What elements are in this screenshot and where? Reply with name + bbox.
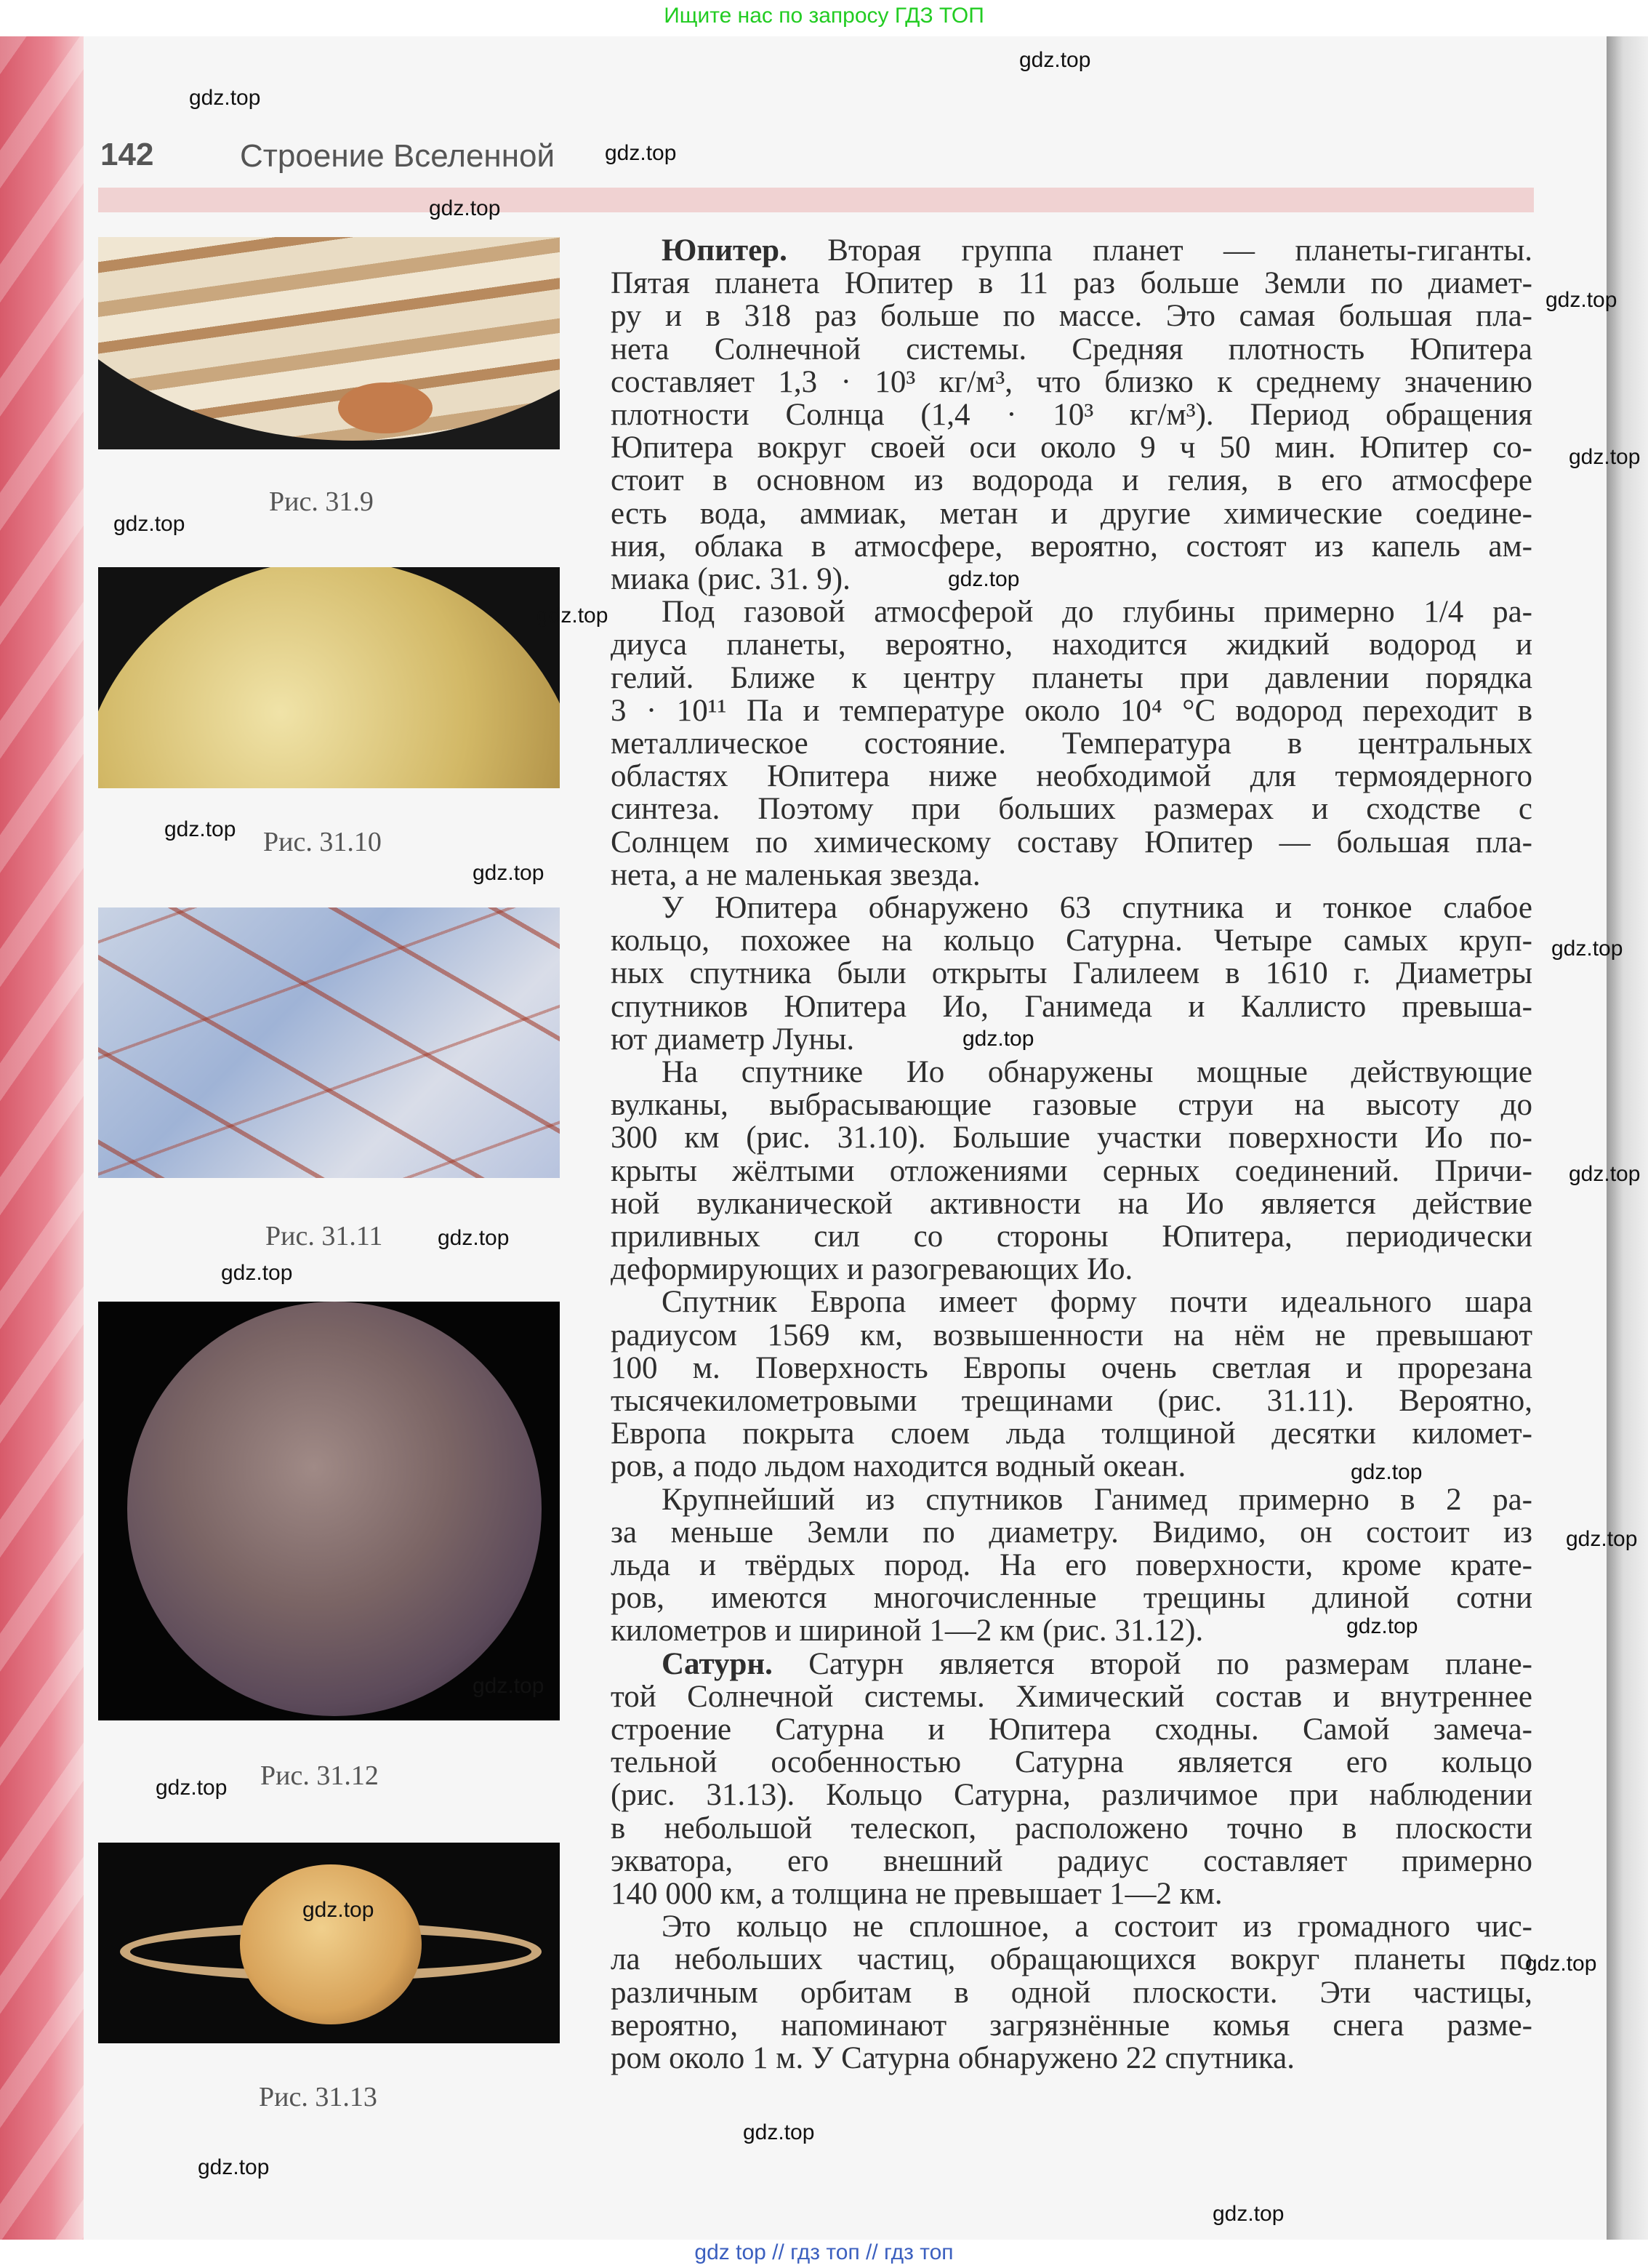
text-span: льда и твёрдых пород. На его поверхности, кроме крате-	[611, 1548, 1532, 1582]
figure-caption: Рис. 31.12	[260, 1760, 379, 1791]
watermark: gdz.top	[1569, 1162, 1641, 1186]
text-line	[611, 398, 1532, 431]
watermark: gdz.top	[1569, 445, 1641, 469]
watermark: gdz.top	[1213, 2202, 1285, 2226]
watermark: gdz.top	[1545, 288, 1617, 312]
text-span: Сатурн является второй по размерам плане-	[772, 1646, 1532, 1681]
watermark: gdz.top	[473, 1674, 544, 1698]
text-line	[611, 530, 1532, 563]
text-span: радиусом 1569 км, возвышенности на нём не превышают	[611, 1318, 1532, 1353]
watermark: gdz.top	[1346, 1614, 1418, 1638]
text-span: (рис. 31.13). Кольцо Сатурна, различимое при наблюдении	[611, 1778, 1532, 1813]
text-span: Европа покрыта слоем льда толщиной десятки километ-	[611, 1417, 1532, 1451]
text-span: тельной особенностью Сатурна является его кольцо	[611, 1745, 1532, 1780]
text-line	[611, 1746, 1532, 1779]
watermark: gdz.top	[156, 1776, 228, 1800]
text-line	[611, 1516, 1532, 1549]
text-line	[611, 957, 1532, 990]
text-span: синтеза. Поэтому при больших размерах и сходстве с	[611, 792, 1532, 827]
watermark: gdz.top	[429, 196, 501, 220]
text-line	[611, 1089, 1532, 1121]
text-line	[611, 859, 1532, 891]
text-span: крыты жёлтыми отложениями серных соединений. Причи-	[611, 1153, 1532, 1188]
text-span: Солнцем по химическому составу Юпитер — большая пла-	[611, 825, 1532, 859]
text-span: спутников Юпитера Ио, Ганимеда и Каллисто превыша-	[611, 989, 1532, 1024]
watermark: gdz.top	[113, 512, 185, 536]
text-span: диуса планеты, вероятно, находится жидкий водород и	[611, 628, 1532, 662]
text-line	[611, 1187, 1532, 1220]
text-span: Пятая планета Юпитер в 11 раз больше Земли по диамет-	[611, 266, 1532, 301]
watermark: gdz.top	[1566, 1527, 1638, 1551]
text-span: вероятно, напоминают загрязнённые комья снега разме-	[611, 2008, 1532, 2043]
text-span: областях Юпитера ниже необходимой для термоядерного	[611, 759, 1532, 794]
text-span: На спутнике Ио обнаружены мощные действующие	[662, 1055, 1532, 1089]
text-line	[611, 234, 1532, 267]
text-line	[611, 694, 1532, 727]
watermark: gdz.top	[962, 1027, 1034, 1051]
text-line	[611, 1812, 1532, 1845]
watermark: gdz.top	[473, 861, 544, 885]
text-span: есть вода, аммиак, метан и другие химические соедине-	[611, 496, 1532, 531]
text-span: тысячекилометровыми трещинами (рис. 31.11). Вероятно,	[611, 1384, 1532, 1418]
text-line	[611, 990, 1532, 1023]
watermark: gdz.top	[164, 817, 236, 841]
text-line	[611, 1943, 1532, 1976]
page-edge-shadow	[1607, 36, 1648, 2240]
figure-caption: Рис. 31.9	[269, 486, 374, 517]
text-span: 140 000 км, а толщина не превышает 1—2 км.	[611, 1877, 1223, 1911]
section-title: Строение Вселенной	[240, 138, 555, 174]
text-span: ных спутника были открыты Галилеем в 1610 г. Диаметры	[611, 956, 1532, 991]
watermark: gdz.top	[1351, 1460, 1423, 1484]
text-line	[611, 628, 1532, 661]
text-line	[611, 300, 1532, 332]
text-span: плотности Солнца (1,4 · 10³ кг/м³). Период обращения	[611, 398, 1532, 432]
text-line	[611, 662, 1532, 694]
text-span: металлическое состояние. Температура в центральных	[611, 726, 1532, 761]
figure-europa	[98, 907, 560, 1178]
watermark: gdz.top	[221, 1261, 293, 1285]
text-span: вулканы, выбрасывающие газовые струи на высоту до	[611, 1088, 1532, 1123]
text-line	[611, 1713, 1532, 1746]
text-line	[611, 1648, 1532, 1680]
text-line	[611, 1976, 1532, 2009]
text-span: приливных сил со стороны Юпитера, периодически	[611, 1219, 1532, 1254]
text-span: деформирующих и разогревающих Ио.	[611, 1252, 1133, 1287]
text-span: экватора, его внешний радиус составляет примерно	[611, 1843, 1532, 1878]
figure-caption: Рис. 31.13	[259, 2082, 377, 2112]
watermark: gdz.top	[948, 567, 1020, 591]
text-span: Юпитера вокруг своей оси около 9 ч 50 мин. Юпитер со-	[611, 430, 1532, 465]
text-span: У Юпитера обнаружено 63 спутника и тонкое слабое	[662, 891, 1532, 925]
watermark: gdz.top	[605, 141, 677, 165]
text-line	[611, 2042, 1532, 2075]
watermark: gdz.top	[189, 86, 261, 110]
text-line	[611, 1582, 1532, 1614]
page-margin-decoration	[0, 36, 84, 2240]
text-span: миака (рис. 31. 9).	[611, 562, 851, 596]
text-span: той Солнечной системы. Химический состав и внутреннее	[611, 1679, 1532, 1714]
text-line	[611, 727, 1532, 760]
text-span: Под газовой атмосферой до глубины примерно 1/4 ра-	[662, 595, 1532, 630]
text-line	[611, 1417, 1532, 1450]
text-span: 300 км (рис. 31.10). Большие участки поверхности Ио по-	[611, 1121, 1532, 1155]
text-line	[611, 1155, 1532, 1187]
text-line	[611, 333, 1532, 366]
text-span: километров и шириной 1—2 км (рис. 31.12).	[611, 1614, 1204, 1648]
figure-caption: Рис. 31.11	[265, 1221, 383, 1251]
text-line	[611, 1056, 1532, 1089]
text-span: Крупнейший из спутников Ганимед примерно в 2 ра-	[662, 1482, 1532, 1517]
text-span: нета, а не маленькая звезда.	[611, 857, 981, 892]
text-line	[611, 563, 1532, 596]
header-divider	[98, 188, 1534, 212]
text-line	[611, 2009, 1532, 2042]
text-span: ной вулканической активности на Ио является действие	[611, 1186, 1532, 1221]
text-span: нета Солнечной системы. Средняя плотность Юпитера	[611, 332, 1532, 366]
watermark: gdz.top	[1551, 937, 1623, 961]
top-banner[interactable]: Ищите нас по запросу ГДЗ ТОП	[0, 0, 1648, 36]
text-line	[611, 464, 1532, 497]
figure-jupiter	[98, 237, 560, 449]
watermark: gdz.top	[743, 2120, 815, 2144]
text-span: Спутник Европа имеет форму почти идеального шара	[662, 1285, 1532, 1320]
text-line	[611, 1483, 1532, 1516]
text-line	[611, 1286, 1532, 1318]
text-span: ром около 1 м. У Сатурна обнаружено 22 спутника.	[611, 2041, 1295, 2075]
page-number: 142	[100, 137, 154, 172]
text-span: стоит в основном из водорода и гелия, в его атмосфере	[611, 463, 1532, 498]
text-span: в небольшой телескоп, расположено точно в плоскости	[611, 1811, 1532, 1846]
text-span: кольцо, похожее на кольцо Сатурна. Четыре самых круп-	[611, 923, 1532, 958]
text-span: гелий. Ближе к центру планеты при давлении порядка	[611, 660, 1532, 695]
text-span: ла небольших частиц, обращающихся вокруг планеты по	[611, 1942, 1532, 1977]
watermark: gdz.top	[438, 1226, 510, 1250]
text-line	[611, 1319, 1532, 1352]
watermark: gdz.top	[302, 1898, 374, 1922]
text-line	[611, 1845, 1532, 1878]
text-line	[611, 1121, 1532, 1154]
text-line	[611, 826, 1532, 859]
text-line	[611, 760, 1532, 793]
text-line	[611, 924, 1532, 957]
text-span: 100 м. Поверхность Европы очень светлая и прорезана	[611, 1350, 1532, 1385]
text-line	[611, 497, 1532, 530]
text-line	[611, 596, 1532, 628]
paragraph-heading: Сатурн.	[662, 1646, 773, 1681]
text-line	[611, 431, 1532, 464]
text-span: строение Сатурна и Юпитера сходны. Самой замеча-	[611, 1712, 1532, 1747]
figure-caption: Рис. 31.10	[263, 827, 382, 857]
text-line	[611, 1352, 1532, 1385]
text-line	[611, 366, 1532, 398]
text-line	[611, 1220, 1532, 1253]
text-span: различным орбитам в одной плоскости. Эти частицы,	[611, 1975, 1532, 2010]
text-span: ния, облака в атмосфере, вероятно, состоят из капель ам-	[611, 529, 1532, 564]
figure-io	[98, 567, 560, 788]
watermark: gdz.top	[198, 2155, 270, 2179]
text-span: за меньше Земли по диаметру. Видимо, он состоит из	[611, 1515, 1532, 1550]
text-line	[611, 1779, 1532, 1811]
text-line	[611, 1385, 1532, 1417]
watermark: gdz.top	[536, 604, 608, 628]
text-line	[611, 267, 1532, 300]
text-line	[611, 891, 1532, 924]
text-line	[611, 1878, 1532, 1910]
figure-saturn	[98, 1843, 560, 2043]
text-span: Это кольцо не сплошное, а состоит из громадного чис-	[662, 1910, 1532, 1944]
text-span: ров, имеются многочисленные трещины длиной сотни	[611, 1581, 1532, 1616]
text-span: ру и в 318 раз больше по массе. Это самая большая пла-	[611, 299, 1532, 334]
text-line	[611, 793, 1532, 825]
text-span: Вторая группа планет — планеты-гиганты.	[787, 233, 1532, 268]
text-line	[611, 1253, 1532, 1286]
paragraph-heading: Юпитер.	[662, 233, 787, 268]
text-line	[611, 1910, 1532, 1943]
text-line	[611, 1549, 1532, 1582]
text-line	[611, 1023, 1532, 1056]
figure-ganymede	[98, 1302, 560, 1720]
text-span: составляет 1,3 · 10³ кг/м³, что близко к среднему значению	[611, 364, 1532, 399]
watermark: gdz.top	[1019, 48, 1091, 72]
text-line	[611, 1680, 1532, 1713]
footer-links[interactable]: gdz top // гдз топ // гдз топ	[0, 2240, 1648, 2268]
watermark: gdz.top	[1525, 1952, 1597, 1976]
text-span: 3 · 10¹¹ Па и температуре около 10⁴ °С водород переходит в	[611, 693, 1532, 728]
text-span: ют диаметр Луны.	[611, 1022, 855, 1057]
text-span: ров, а подо льдом находится водный океан.	[611, 1449, 1186, 1484]
